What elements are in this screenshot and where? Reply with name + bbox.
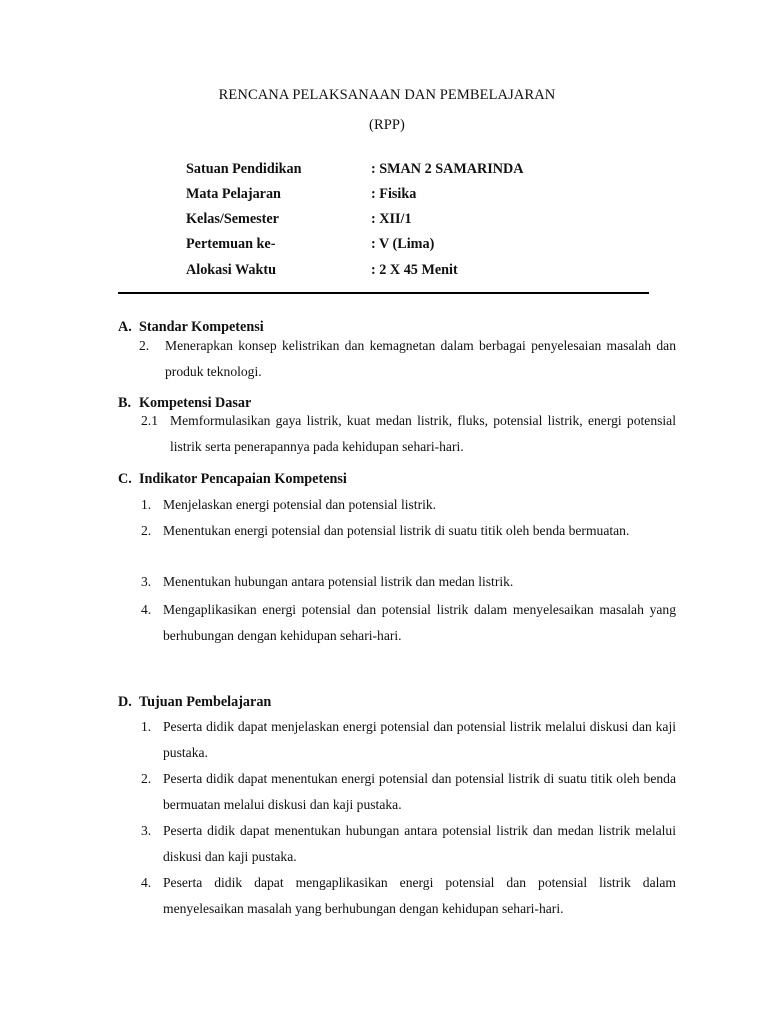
- meta-value: : Fisika: [371, 186, 417, 202]
- item-number: 2.: [141, 523, 152, 538]
- section-letter: B.: [118, 395, 132, 411]
- item-number: 3.: [141, 574, 152, 589]
- section-title: Indikator Pencapaian Kompetensi: [139, 471, 347, 487]
- meta-label: Satuan Pendidikan: [186, 161, 302, 177]
- meta-value: : XII/1: [371, 211, 412, 227]
- item-text: Menentukan hubungan antara potensial listrik dan medan listrik.: [163, 574, 514, 589]
- item-number: 4.: [141, 875, 152, 890]
- item-text: Menjelaskan energi potensial dan potensial listrik.: [163, 497, 437, 512]
- meta-value: : V (Lima): [371, 236, 435, 252]
- section-title: Tujuan Pembelajaran: [139, 694, 272, 710]
- document-title: RENCANA PELAKSANAAN DAN PEMBELAJARAN: [218, 87, 556, 103]
- section-letter: D.: [118, 694, 132, 710]
- item-text: Peserta didik dapat menjelaskan energi potensial dan potensial listrik melalui diskusi dan kaji pustaka.: [163, 719, 676, 760]
- meta-label: Alokasi Waktu: [186, 262, 277, 278]
- meta-value: : SMAN 2 SAMARINDA: [371, 161, 524, 177]
- item-text: Peserta didik dapat menentukan energi potensial dan potensial listrik di suatu titik oleh benda bermuatan melalui diskusi dan kaji pustaka.: [163, 771, 676, 812]
- item-number: 1.: [141, 719, 152, 734]
- item-number: 4.: [141, 602, 152, 617]
- item-number: 1.: [141, 497, 152, 512]
- section-letter: C.: [118, 471, 132, 487]
- item-number: 2.: [141, 771, 152, 786]
- document-subtitle: (RPP): [369, 117, 405, 133]
- item-text: Menerapkan konsep kelistrikan dan kemagnetan dalam berbagai penyelesaian masalah dan produk teknologi.: [165, 338, 676, 379]
- meta-label: Pertemuan ke-: [186, 236, 276, 252]
- meta-label: Mata Pelajaran: [186, 186, 281, 202]
- meta-label: Kelas/Semester: [186, 211, 279, 227]
- item-text: Peserta didik dapat mengaplikasikan energi potensial dan potensial listrik dalam menyelesaikan masalah yang berhubungan dengan kehidupan sehari-hari.: [163, 875, 676, 916]
- item-text: Memformulasikan gaya listrik, kuat medan listrik, fluks, potensial listrik, energi potensial listrik serta penerapannya pada kehidupan sehari-hari.: [170, 413, 676, 454]
- section-title: Kompetensi Dasar: [139, 395, 252, 411]
- section-letter: A.: [118, 319, 132, 335]
- item-text: Menentukan energi potensial dan potensial listrik di suatu titik oleh benda bermuatan.: [163, 523, 630, 538]
- item-number: 3.: [141, 823, 152, 838]
- header-divider: [118, 292, 649, 294]
- item-number: 2.: [139, 338, 150, 353]
- meta-value: : 2 X 45 Menit: [371, 262, 458, 278]
- item-text: Mengaplikasikan energi potensial dan potensial listrik dalam menyelesaikan masalah yang berhubungan dengan kehidupan sehari-hari.: [163, 602, 676, 643]
- item-text: Peserta didik dapat menentukan hubungan antara potensial listrik dan medan listrik melalui diskusi dan kaji pustaka.: [163, 823, 676, 864]
- item-number: 2.1: [141, 413, 158, 428]
- section-title: Standar Kompetensi: [139, 319, 264, 335]
